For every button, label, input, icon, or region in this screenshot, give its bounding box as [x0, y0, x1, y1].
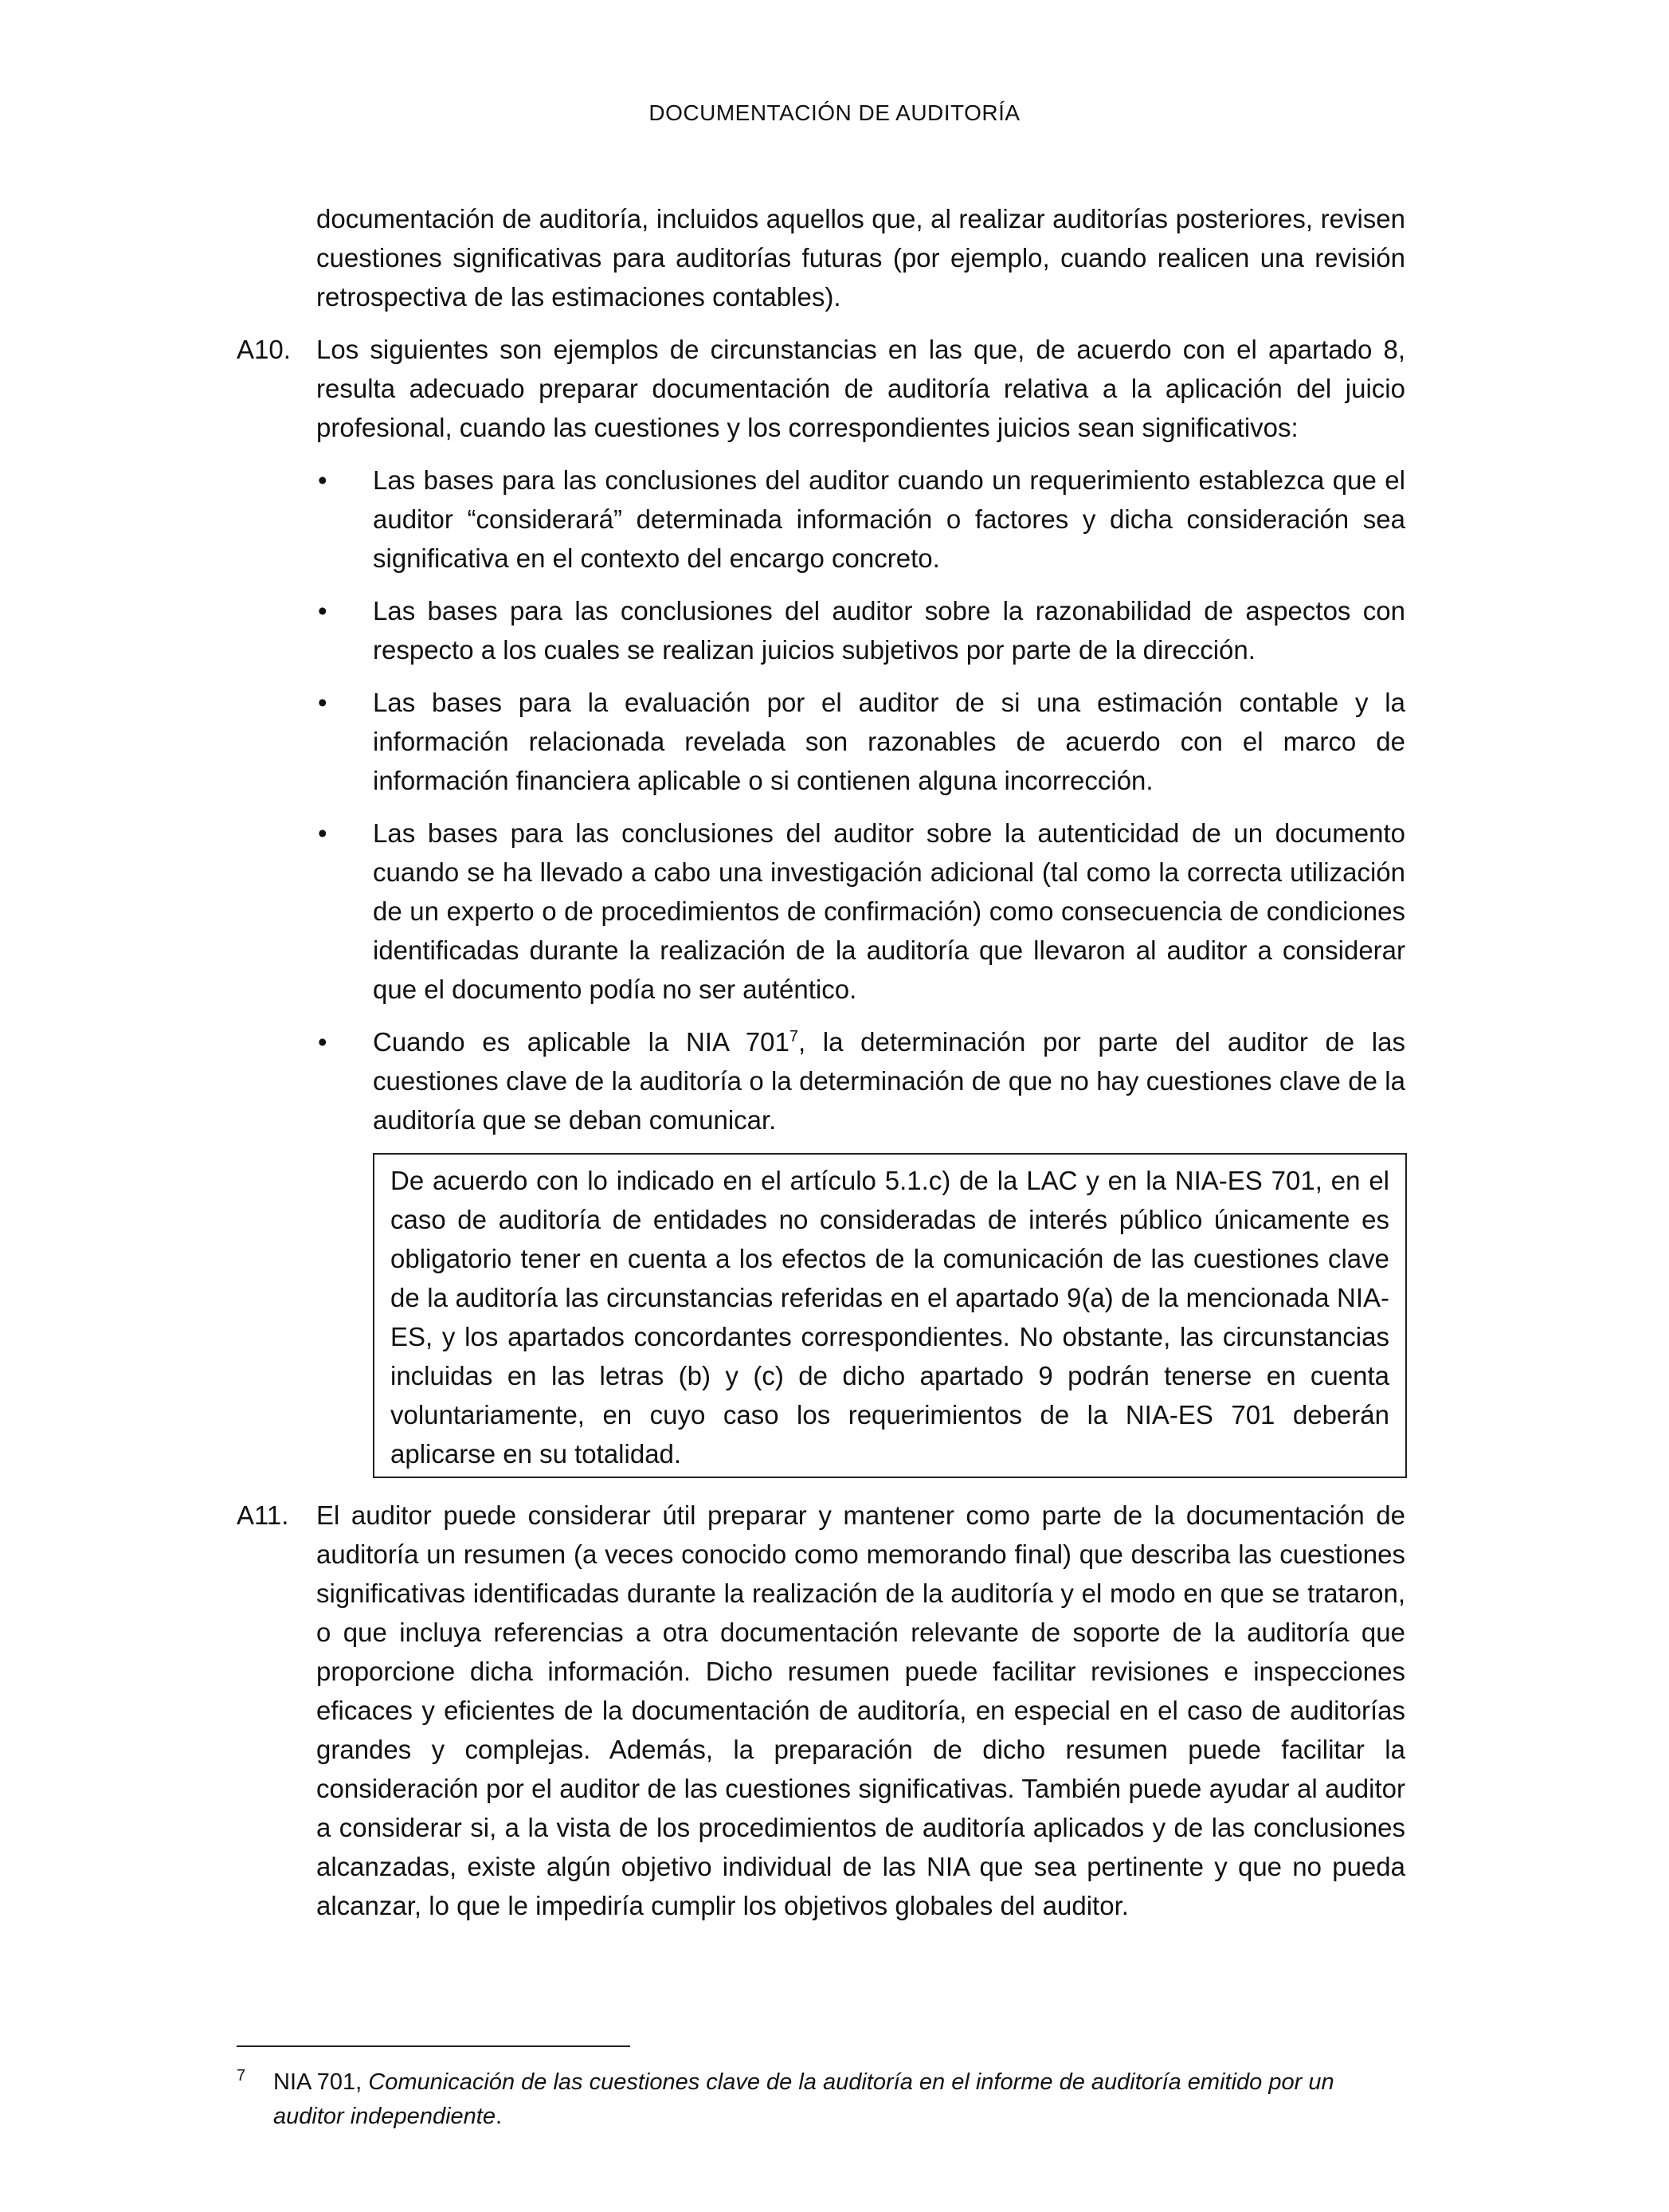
- footnote-separator: [237, 2045, 630, 2047]
- paragraph-a10: [237, 330, 1405, 447]
- paragraph-number-a11: A11.: [237, 1500, 289, 1530]
- list-item-text-start: Cuando es aplicable la NIA 701: [373, 1027, 789, 1057]
- paragraph-text-a11: El auditor puede considerar útil preparar y mantener como parte de la documentación de auditoría un resumen (a veces conocido como memorando final) que describa las cuestiones significativas identificadas durante la realización de la auditoría y el modo en que se trataron, o que incluya referencias a otra documentación relevante de soporte de la auditoría que proporcione dicha información. Dicho resumen puede facilitar revisiones e inspecciones eficaces y eficientes de la documentación de auditoría, en especial en el caso de auditorías grandes y complejas. Además, la preparación de dicho resumen puede facilitar la consideración por el auditor de las cuestiones significativas. También puede ayudar al auditor a considerar si, a la vista de los procedimientos de auditoría aplicados y de las conclusiones alcanzadas, existe algún objetivo individual de las NIA que sea pertinente y que no pueda alcanzar, lo que le impediría cumplir los objetivos globales del auditor.: [316, 1500, 1405, 1920]
- list-item-text-end: , la determinación por parte del auditor de las cuestiones clave de la auditoría o la determinación de que no hay cuestiones clave de la auditoría que se deban comunicar.: [373, 1027, 1405, 1135]
- footnote-reference[interactable]: 7: [789, 1028, 798, 1045]
- paragraph-text-a10: Los siguientes son ejemplos de circunstancias en las que, de acuerdo con el apartado 8, resulta adecuado preparar documentación de auditoría relativa a la aplicación del juicio profesional, cuando las cuestiones y los correspondientes juicios sean significativos:: [316, 335, 1405, 442]
- footnote-end: .: [495, 2104, 503, 2129]
- bullet-icon: •: [318, 688, 327, 717]
- paragraph-a11: [237, 1496, 1405, 1925]
- list-item: [316, 461, 1405, 578]
- page-header: DOCUMENTACIÓN DE AUDITORÍA: [648, 100, 1021, 125]
- intro-paragraph: documentación de auditoría, incluidos aquellos que, al realizar auditorías posteriores, revisen cuestiones significativas para auditorías futuras (por ejemplo, cuando realicen una revisión retrospectiva de las estimaciones contables).: [316, 204, 1405, 312]
- bullet-icon: •: [318, 1027, 327, 1057]
- list-item-text: Las bases para la evaluación por el auditor de si una estimación contable y la información relacionada revelada son razonables de acuerdo con el marco de información financiera aplicable o si contienen alguna incorrección.: [373, 688, 1405, 795]
- list-item-text: Las bases para las conclusiones del auditor sobre la autenticidad de un documento cuando se ha llevado a cabo una investigación adicional (tal como la correcta utilización de un experto o de procedimientos de confirmación) como consecuencia de condiciones identificadas durante la realización de la auditoría que llevaron al auditor a considerar que el documento podía no ser auténtico.: [373, 818, 1405, 1004]
- footnote-title: Comunicación de las cuestiones clave de la auditoría en el informe de auditoría emitido por un auditor independiente: [273, 2069, 1334, 2129]
- a10-bullet-list: [316, 461, 1405, 1139]
- list-item: [316, 591, 1405, 669]
- footnote-number: 7: [237, 2067, 246, 2085]
- bullet-icon: •: [318, 818, 327, 848]
- bullet-icon: •: [318, 465, 327, 495]
- footnote: [237, 2065, 1405, 2134]
- list-item: [316, 814, 1405, 1009]
- bullet-icon: •: [318, 596, 327, 626]
- spanish-regulation-note-box: De acuerdo con lo indicado en el artículo 5.1.c) de la LAC y en la NIA-ES 701, en el caso de auditoría de entidades no consideradas de interés público únicamente es obligatorio tener en cuenta a los efectos de la comunicación de las cuestiones clave de la auditoría las circunstancias referidas en el apartado 9(a) de la mencionada NIA-ES, y los apartados concordantes correspondientes. No obstante, las circunstancias incluidas en las letras (b) y (c) de dicho apartado 9 podrán tenerse en cuenta voluntariamente, en cuyo caso los requerimientos de la NIA-ES 701 deberán aplicarse en su totalidad.: [373, 1153, 1407, 1478]
- footnote-lead: NIA 701,: [273, 2069, 369, 2095]
- list-item-text: Las bases para las conclusiones del auditor sobre la razonabilidad de aspectos con respecto a los cuales se realizan juicios subjetivos por parte de la dirección.: [373, 596, 1405, 665]
- paragraph-number-a10: A10.: [237, 335, 291, 364]
- list-item-text: Las bases para las conclusiones del auditor cuando un requerimiento establezca que el auditor “considerará” determinada información o factores y dicha consideración sea significativa en el contexto del encargo concreto.: [373, 465, 1405, 573]
- list-item-text: [373, 1027, 1405, 1135]
- list-item: [316, 1022, 1405, 1139]
- list-item: [316, 683, 1405, 800]
- footnote-text: [237, 2065, 1405, 2134]
- document-body: [237, 199, 1405, 1939]
